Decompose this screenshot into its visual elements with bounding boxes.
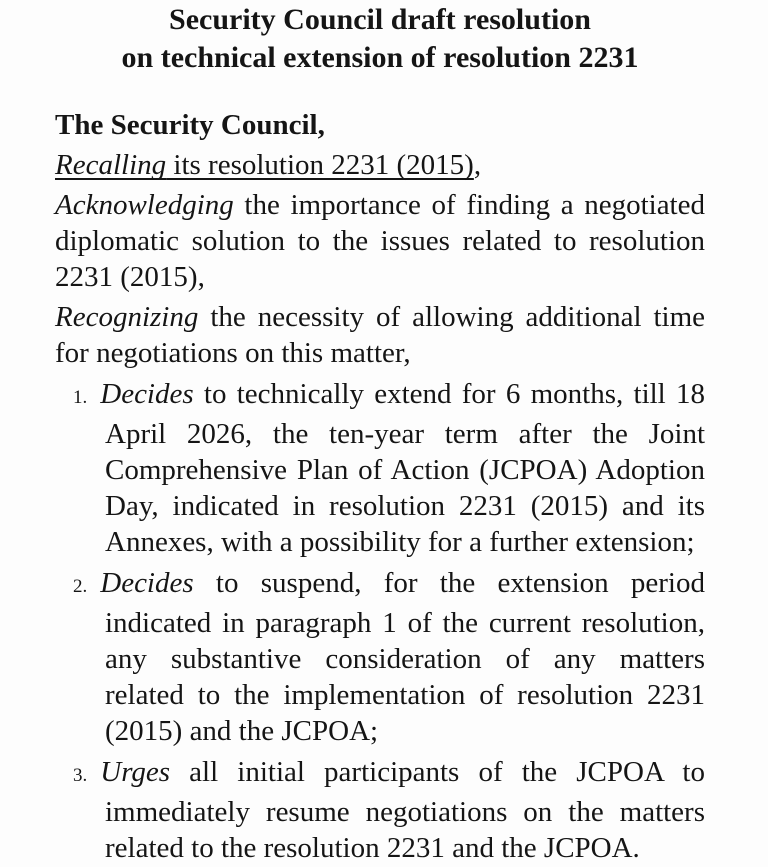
recalling-trailing-comma: , <box>473 149 482 181</box>
operative-paragraph-1-text: to technically extend for 6 months, till 18 April 2026, the ten-year term after the Joint Comprehensive Plan of Action (JCPOA) Adoption Day, indicated in resolution 2231 (2015) and its Annexes, with a possibility for a further extension; <box>105 378 705 558</box>
recognizing-rest-text: the necessity of allowing additional time for negotiations on this matter, <box>55 301 705 369</box>
acknowledging-lead-word: Acknowledging <box>55 189 234 221</box>
preambular-clause-acknowledging <box>55 187 705 295</box>
salutation: The Security Council, <box>55 109 325 141</box>
title-line-2: on technical extension of resolution 2231 <box>121 41 639 74</box>
operative-paragraph-2-number: 2. <box>73 576 88 597</box>
operative-paragraph-3-lead-word: Urges <box>100 756 171 788</box>
recalling-rest-text: its resolution 2231 (2015) <box>166 149 474 181</box>
operative-paragraph-1-number: 1. <box>73 387 88 408</box>
operative-paragraph-3-text: all initial participants of the JCPOA to immediately resume negotiations on the matters related to the resolution 2231 and the JCPOA. <box>105 756 705 864</box>
recalling-underlined-text <box>55 149 474 181</box>
operative-paragraph-3 <box>55 754 705 866</box>
preambular-clause-recalling <box>55 147 705 183</box>
operative-paragraph-3-number: 3. <box>73 765 88 786</box>
operative-paragraph-1-lead-word: Decides <box>100 378 194 410</box>
document-title <box>55 1 705 77</box>
title-line-1: Security Council draft resolution <box>169 3 591 36</box>
operative-paragraph-2-lead-word: Decides <box>100 567 194 599</box>
operative-paragraph-2-text: to suspend, for the extension period indicated in paragraph 1 of the current resolution, any substantive consideration of any matters related to the implementation of resolution 2231 (2015) and the JCPOA; <box>105 567 705 747</box>
recalling-lead-word: Recalling <box>55 149 167 181</box>
operative-paragraph-1 <box>55 376 705 560</box>
preambular-clause-recognizing <box>55 299 705 371</box>
operative-paragraph-2 <box>55 565 705 749</box>
acknowledging-rest-text: the importance of finding a negotiated diplomatic solution to the issues related to resolution 2231 (2015), <box>55 189 705 293</box>
operative-paragraph-list <box>55 376 705 866</box>
recognizing-lead-word: Recognizing <box>55 301 199 333</box>
